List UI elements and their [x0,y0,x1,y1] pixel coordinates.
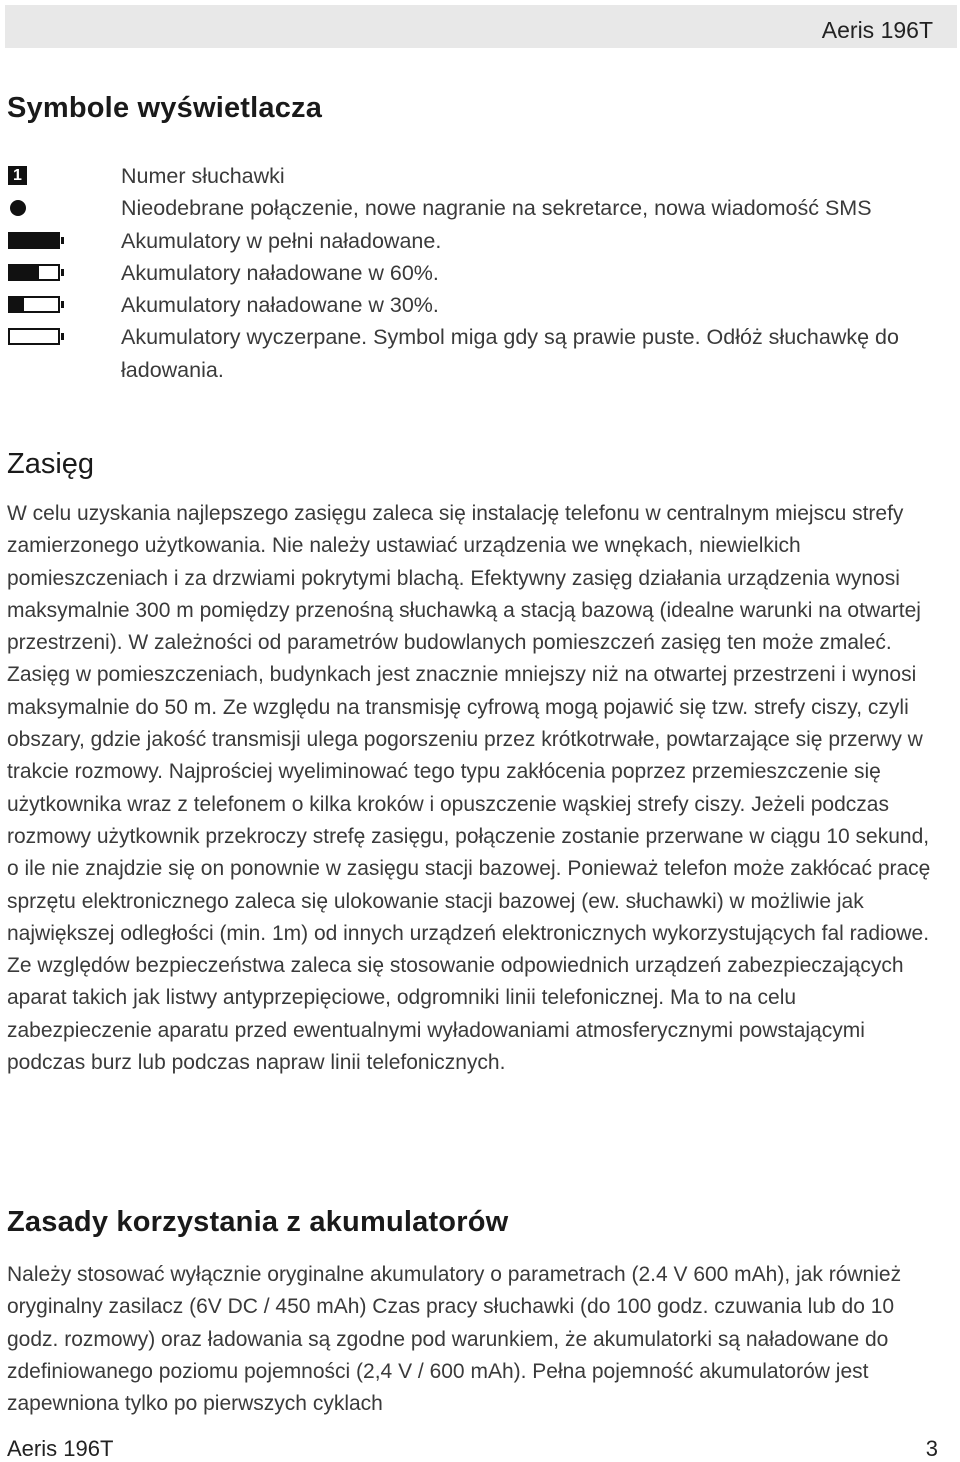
symbol-description: Akumulatory naładowane w 30%. [121,293,439,318]
symbol-description: Akumulatory w pełni naładowane. [121,228,442,253]
battery-empty-icon [8,321,60,345]
page-header [5,5,957,48]
filled-dot-icon [8,192,26,216]
symbol-description: Akumulatory naładowane w 60%. [121,260,439,285]
symbol-description: Nieodebrane połączenie, nowe nagranie na sekretarce, nowa wiadomość SMS [121,196,872,221]
symbols-heading: Symbole wyświetlacza [7,92,323,124]
page-number: 3 [925,1436,938,1461]
symbol-description: Numer słuchawki [121,164,285,188]
symbol-list [0,160,960,386]
battery-full-icon [8,225,60,249]
symbol-row-battery-full [0,225,960,257]
battery-60-icon [8,257,60,281]
battery-rules-body: Należy stosować wyłącznie oryginalne akumulatory o parametrach (2.4 V 600 mAh), jak również oryginalny zasilacz (6V DC / 450 mAh) Czas pracy słuchawki (do 100 godz. czuwania lub do 10 godz. rozmowy) oraz ładowania są zgodne pod warunkiem, że akumulatorki są naładowane do zdefiniowanego poziomu pojemności (2,4 V / 600 mAh). Pełna pojemność akumulatorów jest zapewniona tylko po pierwszych cyklach [7,1263,902,1416]
handset-number-glyph: 1 [8,166,27,185]
symbol-row-battery-60 [0,257,960,289]
footer-model: Aeris 196T [7,1436,114,1461]
symbol-row-missed-event [0,192,960,224]
handset-number-icon [8,160,27,185]
symbol-row-battery-30 [0,289,960,321]
range-body: W celu uzyskania najlepszego zasięgu zaleca się instalację telefonu w centralnym miejscu strefy zamierzonego użytkowania. Nie należy ustawiać urządzenia we wnękach, niewielkich pomieszczeniach i za drzwiami pokrytymi blachą. Efektywny zasięg działania urządzenia wynosi maksymalnie 300 m pomiędzy przenośną słuchawką a stacją bazową (idealne warunki na otwartej przestrzeni). W zależności od parametrów budowlanych pomieszczeń zasięg ten może zmaleć. Zasięg w pomieszczeniach, budynkach jest znacznie mniejszy niż na otwartej przestrzeni i wynosi maksymalnie do 50 m. Ze względu na transmisję cyfrową mogą pojawić się tzw. strefy ciszy, czyli obszary, gdzie jakość transmisji ulega pogorszeniu przez krótkotrwałe, powtarzające się przerwy w trakcie rozmowy. Najprościej wyeliminować tego typu zakłócenia poprzez przemieszczenie się użytkownika wraz z telefonem o kilka kroków i opuszczenie wąskiej strefy ciszy. Jeżeli podczas rozmowy użytkownik przekroczy strefę zasięgu, połączenie zostanie przerwane w ciągu 10 sekund, o ile nie znajdzie się on ponownie w zasięgu stacji bazowej. Ponieważ telefon może zakłócać pracę sprzętu elektronicznego zaleca się ulokowanie stacji bazowej (ew. słuchawki) w możliwie jak największej odległości (min. 1m) od innych urządzeń elektronicznych wykorzystujących fal radiowe. Ze względów bezpieczeństwa zaleca się stosowanie odpowiednich urządzeń zabezpieczających aparat takich jak listwy antyprzepięciowe, odgromniki linii telefonicznej. Ma to na celu zabezpieczenie aparatu przed ewentualnymi wyładowaniami atmosferycznymi powstającymi podczas burz lub podczas napraw linii telefonicznych. [7,502,931,1075]
symbol-row-handset-number [0,160,960,192]
header-title: Aeris 196T [821,17,933,43]
symbol-description: Akumulatory wyczerpane. Symbol miga gdy są prawie puste. Odłóż słuchawkę do ładowania. [121,325,899,382]
battery-rules-heading: Zasady korzystania z akumulatorów [7,1206,509,1238]
range-heading: Zasięg [7,448,95,480]
battery-30-icon [8,289,60,313]
symbol-row-battery-empty [0,321,960,386]
